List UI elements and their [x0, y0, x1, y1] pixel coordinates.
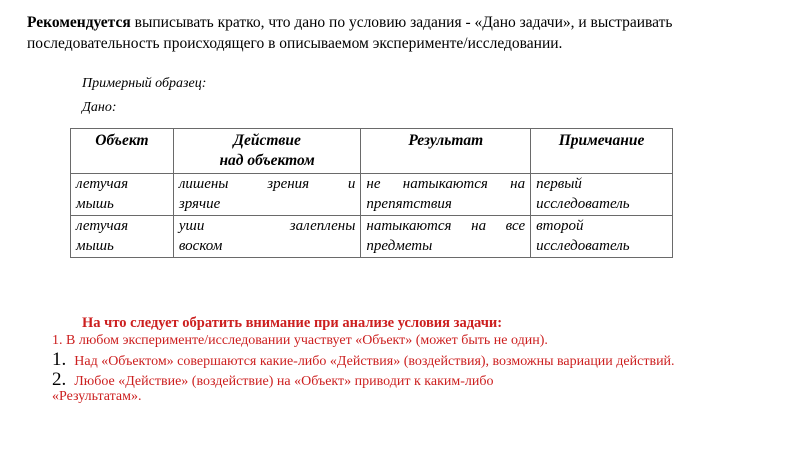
header-action-line2: над объектом — [219, 152, 315, 169]
table-row — [71, 174, 673, 216]
cell-result-line1: натыкаются на все — [366, 218, 526, 234]
cell-action-line1: лишены зрения и — [178, 176, 356, 192]
intro-paragraph — [27, 12, 787, 54]
intro-bold-lead: Рекомендуется — [27, 14, 131, 31]
cell-action — [173, 216, 361, 258]
cell-action-line1: уши залеплены — [178, 218, 356, 234]
cell-action-line2: воском — [178, 238, 223, 254]
cell-result — [361, 174, 531, 216]
given-table — [70, 128, 673, 258]
cell-result — [361, 216, 531, 258]
intro-text: выписывать кратко, что дано по условию задания - «Дано задачи», и выстраивать последовательность происходящего в описываемом эксперименте/исследовании. — [27, 14, 673, 52]
note-item-2 — [52, 369, 494, 391]
note-item-1 — [52, 349, 675, 371]
cell-note: первый исследователь — [531, 174, 673, 216]
notes-heading: На что следует обратить внимание при анализе условия задачи: — [82, 315, 503, 331]
cell-object: летучая мышь — [71, 216, 174, 258]
table-header-row — [71, 129, 673, 174]
note-number-2: 2. — [52, 369, 67, 390]
cell-result-line2: предметы — [366, 238, 433, 254]
cell-action — [173, 174, 361, 216]
cell-action-line2: зрячие — [178, 196, 221, 212]
header-action — [173, 129, 361, 174]
given-label: Дано: — [82, 100, 117, 115]
note-item-2-continuation: «Результатам». — [52, 389, 142, 404]
header-object: Объект — [71, 129, 174, 174]
sample-label: Примерный образец: — [82, 76, 207, 91]
cell-note: второй исследователь — [531, 216, 673, 258]
note-item-1-text: Над «Объектом» совершаются какие-либо «Действия» (воздействия), возможны вариации действий. — [74, 354, 675, 369]
header-result: Результат — [361, 129, 531, 174]
table-row — [71, 216, 673, 258]
cell-object: летучая мышь — [71, 174, 174, 216]
header-action-line1: Действие — [233, 132, 301, 149]
cell-result-line1: не натыкаются на — [366, 176, 526, 192]
note-number-1: 1. — [52, 349, 67, 370]
note-item-2-text: Любое «Действие» (воздействие) на «Объект» приводит к каким-либо — [74, 374, 494, 389]
note-item-0: 1. В любом эксперименте/исследовании участвует «Объект» (может быть не один). — [52, 333, 548, 348]
cell-result-line2: препятствия — [366, 196, 452, 212]
header-note: Примечание — [531, 129, 673, 174]
